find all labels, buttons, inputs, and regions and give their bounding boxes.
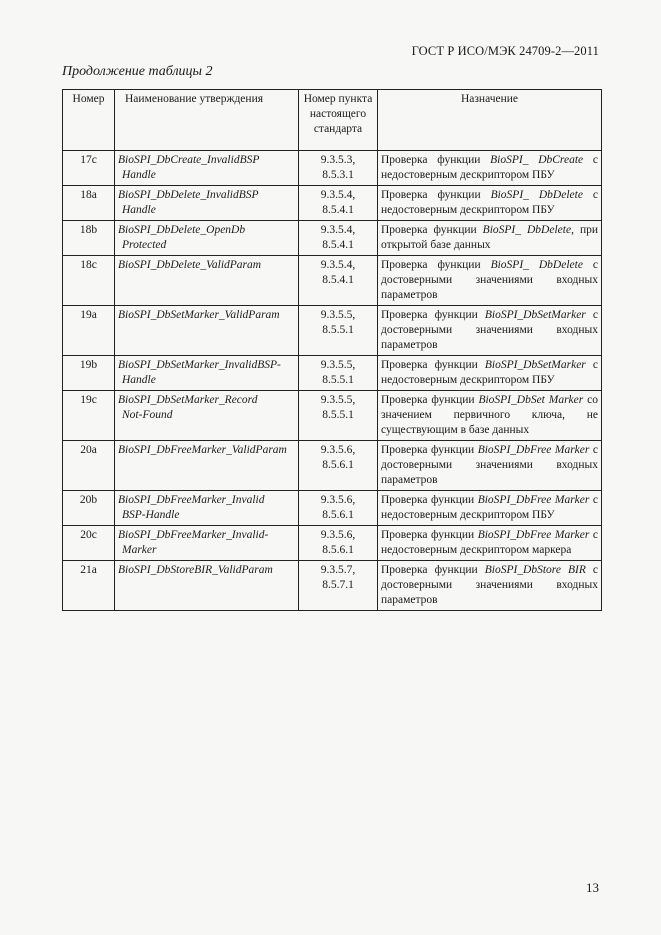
assertion-name [115,526,299,561]
function-name: BioSPI_ DbDelete [482,224,572,236]
clause-line: 9.3.5.4, [320,224,356,236]
purpose-text: с достоверными значениями входных параметров [381,259,598,301]
assertion-name [115,151,299,186]
row-number: 20c [63,526,115,561]
assertion-name-line: Marker [122,544,157,556]
clause-line: 9.3.5.6, [320,529,356,541]
assertion-name [115,391,299,441]
purpose-text: с недостоверным дескриптором ПБУ [381,154,598,181]
assertion-name [115,356,299,391]
row-number: 19a [63,306,115,356]
assertions-table [62,89,602,611]
row-number: 17c [63,151,115,186]
row-number: 20b [63,491,115,526]
clause-line: 9.3.5.7, [320,564,356,576]
clause-line: 8.5.5.1 [322,324,354,336]
purpose-text: с недостоверным дескриптором маркера [381,529,598,556]
clause-line: 9.3.5.5, [320,394,356,406]
clause-reference [299,256,378,306]
table-continuation-label: Продолжение таблицы 2 [62,64,213,79]
purpose-text: Проверка функции [381,529,478,541]
assertion-name [115,561,299,611]
clause-reference [299,221,378,256]
purpose-text: Проверка функции [381,224,483,236]
function-name: BioSPI_ DbCreate [490,154,584,166]
clause-line: 8.5.5.1 [322,409,354,421]
purpose-text: с недостоверным дескриптором ПБУ [381,494,598,521]
row-number: 18a [63,186,115,221]
clause-line: 8.5.3.1 [322,169,354,181]
purpose-description [378,306,602,356]
column-header-number: Номер [63,90,115,151]
function-name: BioSPI_ DbDelete [490,259,583,271]
assertion-name [115,441,299,491]
row-number: 21a [63,561,115,611]
assertion-name [115,186,299,221]
row-number: 20a [63,441,115,491]
purpose-description [378,186,602,221]
purpose-text: Проверка функции [381,189,491,201]
assertion-name-line: BioSPI_DbFreeMarker_Invalid- [118,529,269,541]
purpose-description [378,491,602,526]
purpose-description [378,561,602,611]
table-row [63,491,602,526]
assertion-name-line: BSP-Handle [122,509,180,521]
purpose-description [378,441,602,491]
table-row [63,526,602,561]
clause-reference [299,561,378,611]
purpose-description [378,151,602,186]
table-row [63,356,602,391]
assertion-name-line: BioSPI_DbSetMarker_ValidParam [118,309,280,321]
assertion-name [115,491,299,526]
clause-reference [299,186,378,221]
clause-reference [299,526,378,561]
assertion-name-line: BioSPI_DbSetMarker_InvalidBSP- [118,359,281,371]
purpose-text: с недостоверным дескриптором ПБУ [381,359,598,386]
assertion-name-line: BioSPI_DbCreate_InvalidBSP [118,154,260,166]
clause-line: 8.5.6.1 [322,544,354,556]
clause-reference [299,356,378,391]
purpose-description [378,356,602,391]
table-row [63,391,602,441]
page-number: 13 [586,880,599,895]
clause-line: 8.5.5.1 [322,374,354,386]
assertion-name [115,221,299,256]
table-row [63,306,602,356]
assertion-name-line: BioSPI_DbDelete_InvalidBSP [118,189,259,201]
purpose-text: с достоверными значениями входных параметров [381,444,598,486]
purpose-text: Проверка функции [381,494,478,506]
table-row [63,151,602,186]
purpose-text: Проверка функции [381,259,491,271]
purpose-text: Проверка функции [381,359,485,371]
row-number: 19b [63,356,115,391]
assertion-name-line: Handle [122,169,156,181]
clause-line: 9.3.5.5, [320,359,356,371]
purpose-text: Проверка функции [381,564,485,576]
assertion-name [115,306,299,356]
clause-reference [299,306,378,356]
row-number: 18c [63,256,115,306]
purpose-description [378,256,602,306]
clause-line: 8.5.6.1 [322,509,354,521]
assertion-name [115,256,299,306]
standard-code: ГОСТ Р ИСО/МЭК 24709-2—2011 [411,44,599,58]
table-row [63,256,602,306]
clause-line: 8.5.7.1 [322,579,354,591]
assertion-name-line: BioSPI_DbSetMarker_Record [118,394,258,406]
row-number: 19c [63,391,115,441]
assertion-name-line: BioSPI_DbFreeMarker_ValidParam [118,444,287,456]
table-row [63,561,602,611]
table-body [63,151,602,611]
table-row [63,441,602,491]
clause-reference [299,391,378,441]
table-header-row [63,90,602,151]
table-row [63,221,602,256]
assertion-name-line: Handle [122,374,156,386]
column-header-clause: Номер пункта настоящего стандарта [299,90,378,151]
purpose-text: Проверка функции [381,444,478,456]
purpose-text: с недостоверным дескриптором ПБУ [381,189,598,216]
purpose-text: Проверка функции [381,154,491,166]
purpose-description [378,526,602,561]
assertion-name-line: Not-Found [122,409,173,421]
purpose-text: Проверка функции [381,309,485,321]
clause-reference [299,151,378,186]
function-name: BioSPI_DbSetMarker [484,309,586,321]
assertion-name-line: BioSPI_DbFreeMarker_Invalid [118,494,265,506]
clause-line: 8.5.4.1 [322,274,354,286]
function-name: BioSPI_DbFree Marker [477,529,590,541]
column-header-purpose: Назначение [378,90,602,151]
clause-line: 8.5.4.1 [322,204,354,216]
function-name: BioSPI_DbFree Marker [477,444,590,456]
clause-reference [299,441,378,491]
function-name: BioSPI_DbSet Marker [478,394,584,406]
table-row [63,186,602,221]
purpose-description [378,391,602,441]
assertion-name-line: Protected [122,239,167,251]
purpose-text: с достоверными значениями входных параметров [381,564,598,606]
purpose-text: Проверка функции [381,394,479,406]
purpose-description [378,221,602,256]
column-header-assertion-name: Наименование утверждения [115,90,299,151]
clause-line: 8.5.4.1 [322,239,354,251]
assertion-name-line: Handle [122,204,156,216]
function-name: BioSPI_DbFree Marker [477,494,590,506]
clause-line: 9.3.5.4, [320,189,356,201]
purpose-text: со значением первичного ключа, не существующим в базе данных [381,394,598,436]
clause-reference [299,491,378,526]
clause-line: 9.3.5.6, [320,494,356,506]
assertion-name-line: BioSPI_DbDelete_ValidParam [118,259,262,271]
function-name: BioSPI_DbSetMarker [484,359,586,371]
clause-line: 9.3.5.6, [320,444,356,456]
clause-line: 9.3.5.5, [320,309,356,321]
purpose-text: , при открытой базе данных [381,224,598,251]
assertion-name-line: BioSPI_DbDelete_OpenDb [118,224,246,236]
clause-line: 8.5.6.1 [322,459,354,471]
function-name: BioSPI_DbStore BIR [484,564,586,576]
row-number: 18b [63,221,115,256]
purpose-text: с достоверными значениями входных параметров [381,309,598,351]
clause-line: 9.3.5.3, [320,154,356,166]
function-name: BioSPI_ DbDelete [490,189,583,201]
assertion-name-line: BioSPI_DbStoreBIR_ValidParam [118,564,273,576]
clause-line: 9.3.5.4, [320,259,356,271]
